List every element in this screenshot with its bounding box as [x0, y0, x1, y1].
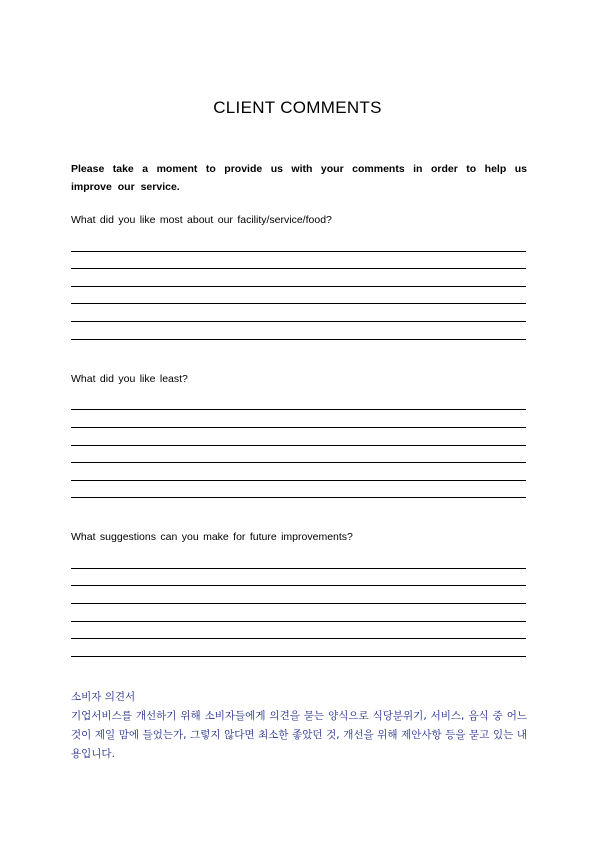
answer-line[interactable] [71, 656, 526, 657]
korean-description [71, 688, 527, 764]
answer-line[interactable] [71, 321, 526, 322]
question-1: What did you like most about our facility/service/food? [71, 214, 332, 226]
answer-line[interactable] [71, 585, 526, 586]
answer-line[interactable] [71, 603, 526, 604]
answer-line[interactable] [71, 303, 526, 304]
answer-line[interactable] [71, 568, 526, 569]
answer-line[interactable] [71, 462, 526, 463]
answer-line[interactable] [71, 409, 526, 410]
answer-line[interactable] [71, 638, 526, 639]
korean-heading: 소비자 의견서 [71, 691, 136, 703]
answer-line[interactable] [71, 251, 526, 252]
answer-line[interactable] [71, 268, 526, 269]
question-3: What suggestions can you make for future improvements? [71, 531, 353, 543]
answer-line[interactable] [71, 339, 526, 340]
answer-line[interactable] [71, 445, 526, 446]
intro-text: Please take a moment to provide us with your comments in order to help us improve our service. [71, 163, 527, 193]
answer-line[interactable] [71, 427, 526, 428]
answer-line[interactable] [71, 497, 526, 498]
answer-line[interactable] [71, 621, 526, 622]
page-title: CLIENT COMMENTS [213, 98, 382, 117]
answer-line[interactable] [71, 286, 526, 287]
answer-line[interactable] [71, 480, 526, 481]
question-2: What did you like least? [71, 373, 188, 385]
korean-body: 기업서비스를 개선하기 위해 소비자들에게 의견을 묻는 양식으로 식당분위기, 서비스, 음식 중 어느 것이 제일 맘에 들었는가, 그렇지 않다면 최소한 좋았던 것, 개선을 위해 제안사항 등을 묻고 있는 내용입니다. [71, 710, 527, 760]
